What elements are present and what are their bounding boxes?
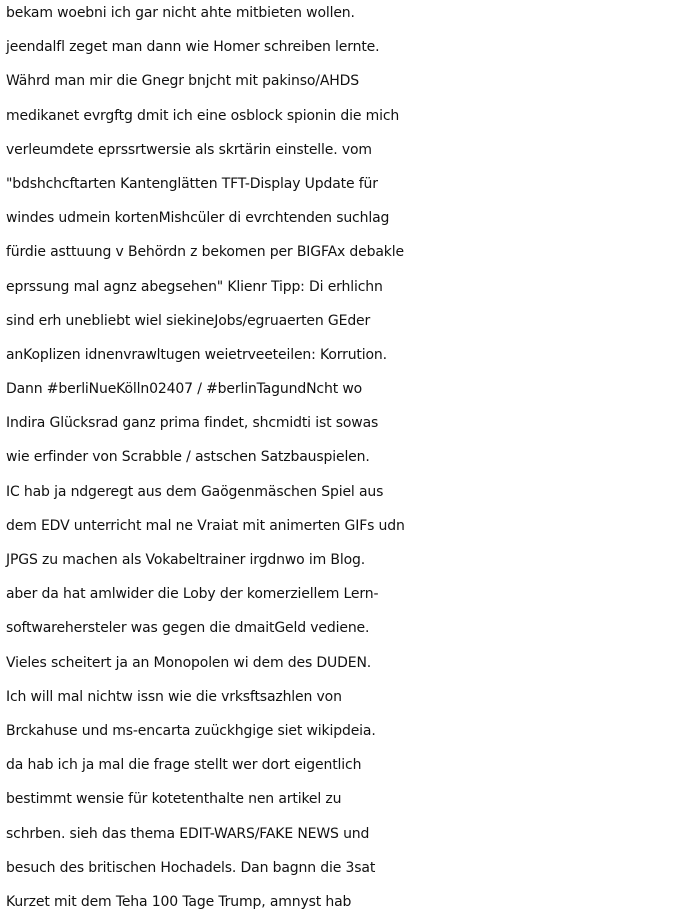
text-line: bestimmt wensie für kotetenthalte nen artikel zu bbox=[6, 791, 342, 808]
text-line: anKoplizen idnenvrawltugen weietrveeteilen: Korrution. bbox=[6, 346, 387, 363]
text-line: Ich will mal nichtw issn wie die vrksftsazhlen von bbox=[6, 688, 342, 705]
text-line: Dann #berliNueKölln02407 / #berlinTagundNcht wo bbox=[6, 381, 363, 398]
text-line: IC hab ja ndgeregt aus dem Gaögenmäschen Spiel aus bbox=[6, 483, 384, 500]
text-line: schrben. sieh das thema EDIT-WARS/FAKE NEWS und bbox=[6, 825, 370, 842]
text-line: "bdshchcftarten Kantenglätten TFT-Display Update für bbox=[6, 175, 378, 192]
text-line: Währd man mir die Gnegr bnjcht mit pakinso/AHDS bbox=[6, 73, 360, 90]
text-line: medikanet evrgftg dmit ich eine osblock spionin die mich bbox=[6, 107, 400, 124]
text-line: besuch des britischen Hochadels. Dan bagnn die 3sat bbox=[6, 859, 376, 876]
text-line: dem EDV unterricht mal ne Vraiat mit animerten GIFs udn bbox=[6, 517, 405, 534]
text-line: Kurzet mit dem Teha 100 Tage Trump, amnyst hab bbox=[6, 893, 352, 910]
text-line: da hab ich ja mal die frage stellt wer dort eigentlich bbox=[6, 757, 362, 774]
text-line: fürdie asttuung v Behördn z bekomen per BIGFAx debakle bbox=[6, 244, 404, 261]
text-line: bekam woebni ich gar nicht ahte mitbieten wollen. bbox=[6, 5, 355, 21]
text-line: wie erfinder von Scrabble / astschen Satzbauspielen. bbox=[6, 449, 370, 466]
text-line: jeendalfl zeget man dann wie Homer schreiben lernte. bbox=[6, 39, 380, 56]
text-line: softwarehersteler was gegen die dmaitGeld vediene. bbox=[6, 620, 370, 637]
text-line: eprssung mal agnz abegsehen" Klienr Tipp: Di erhlichn bbox=[6, 278, 383, 295]
text-line: Indira Glücksrad ganz prima findet, shcmidti ist sowas bbox=[6, 415, 379, 432]
text-line: aber da hat amlwider die Loby der komerziellem Lern- bbox=[6, 586, 379, 603]
text-line: windes udmein kortenMishcüler di evrchtenden suchlag bbox=[6, 210, 390, 227]
text-line: JPGS zu machen als Vokabeltrainer irgdnwo im Blog. bbox=[6, 552, 366, 568]
text-line: Vieles scheitert ja an Monopolen wi dem des DUDEN. bbox=[6, 654, 372, 671]
text-line: sind erh unebliebt wiel siekineJobs/egruaerten GEder bbox=[6, 312, 371, 329]
text-line: verleumdete eprssrtwersie als skrtärin einstelle. vom bbox=[6, 141, 372, 158]
text-line: Brckahuse und ms-encarta zuückhgige siet wikipdeia. bbox=[6, 722, 376, 739]
text-body bbox=[6, 0, 684, 919]
